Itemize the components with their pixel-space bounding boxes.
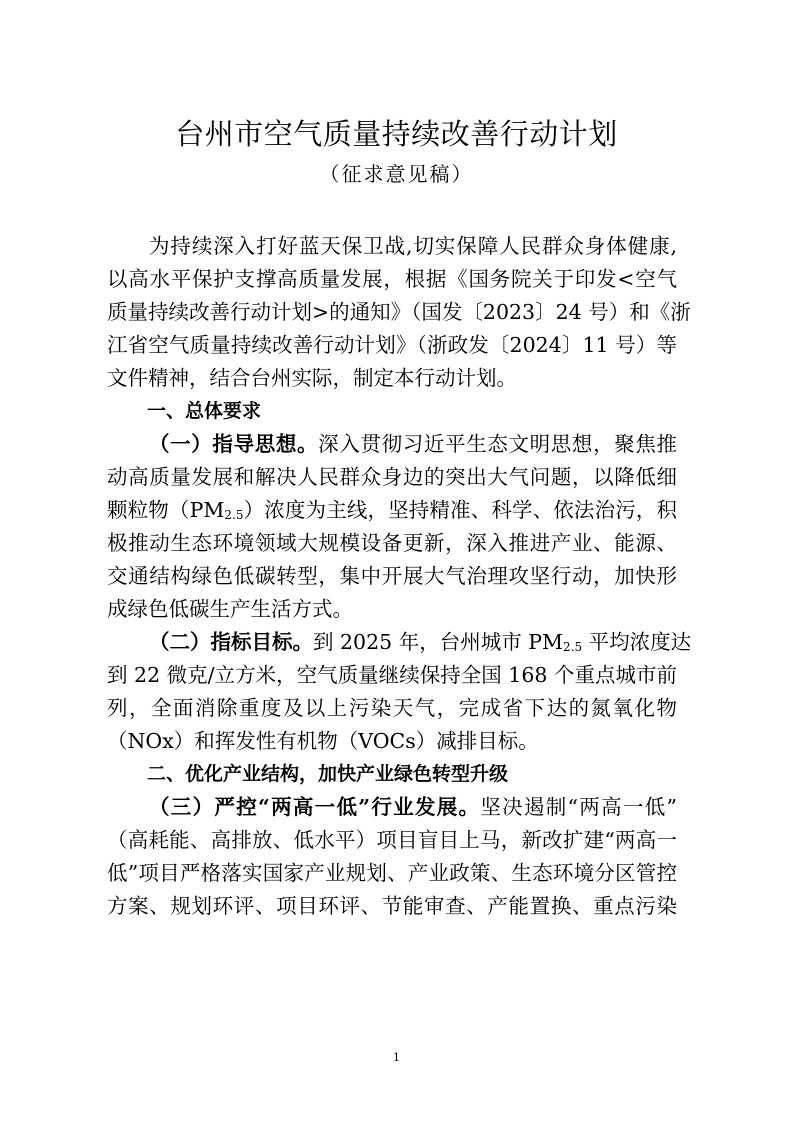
section-heading-1: 一、总体要求 [147,400,262,422]
item1-line-5: 交通结构绿色低碳转型，集中开展大气治理攻坚行动，加快形 [107,564,677,588]
intro-line-4: 江省空气质量持续改善行动计划》（浙政发〔2024〕11 号）等 [107,333,677,357]
intro-line-3: 质量持续改善行动计划>的通知》（国发〔2023〕24 号）和《浙 [107,300,691,324]
item2-line-1 [107,626,692,659]
item2-line-4: （NOx）和挥发性有机物（VOCs）减排目标。 [107,729,539,753]
item3-line-2: （高耗能、高排放、低水平）项目盲目上马，新改扩建“两高一 [107,828,677,852]
item3-line1-text: 坚决遏制“两高一低” [480,795,677,819]
item1-label: （一）指导思想。 [149,432,319,456]
item2-line-3: 列，全面消除重度及以上污染天气，完成省下达的氮氧化物 [107,696,677,720]
item1-line-2: 动高质量发展和解决人民群众身边的突出大气问题，以降低细 [107,465,677,489]
item3-line-3: 低”项目严格落实国家产业规划、产业政策、生态环境分区管控 [107,861,677,885]
item2-line1-pre: 到 2025 年，台州城市 PM [313,630,564,654]
pm25-subscript: 2.5 [224,508,244,522]
document-subtitle: （征求意见稿） [319,162,474,186]
item2-line1-post: 平均浓度达 [582,630,692,654]
intro-line-5: 文件精神，结合台州实际，制定本行动计划。 [107,366,517,390]
item3-line-1 [107,791,677,824]
item1-line3-pre: 颗粒物（PM [107,498,225,522]
item1-line1-text: 深入贯彻习近平生态文明思想，聚焦推 [318,432,678,456]
item3-label: （三）严控“两高一低”行业发展。 [149,795,481,819]
item2-line-2: 到 22 微克/立方米，空气质量继续保持全国 168 个重点城市前 [107,663,677,687]
document-body [107,230,692,923]
item1-line-4: 极推动生态环境领域大规模设备更新，深入推进产业、能源、 [107,531,677,555]
item1-line3-post: ）浓度为主线，坚持精准、科学、依法治污，积 [243,498,677,522]
intro-line-1: 为持续深入打好蓝天保卫战,切实保障人民群众身体健康, [149,234,677,258]
item1-line-3 [107,494,677,527]
item2-label: （二）指标目标。 [149,630,313,654]
document-title: 台州市空气质量持续改善行动计划 [175,117,618,151]
section-heading-2: 二、优化产业结构，加快产业绿色转型升级 [147,763,509,785]
pm25-subscript-2: 2.5 [563,640,583,654]
intro-line-2: 以高水平保护支撑高质量发展，根据《国务院关于印发<空气 [107,267,677,291]
item1-line-1 [107,428,677,461]
item1-line-6: 成绿色低碳生产生活方式。 [107,597,353,621]
page-number: 1 [393,1051,400,1064]
item3-line-4: 方案、规划环评、项目环评、节能审查、产能置换、重点污染 [107,894,677,918]
